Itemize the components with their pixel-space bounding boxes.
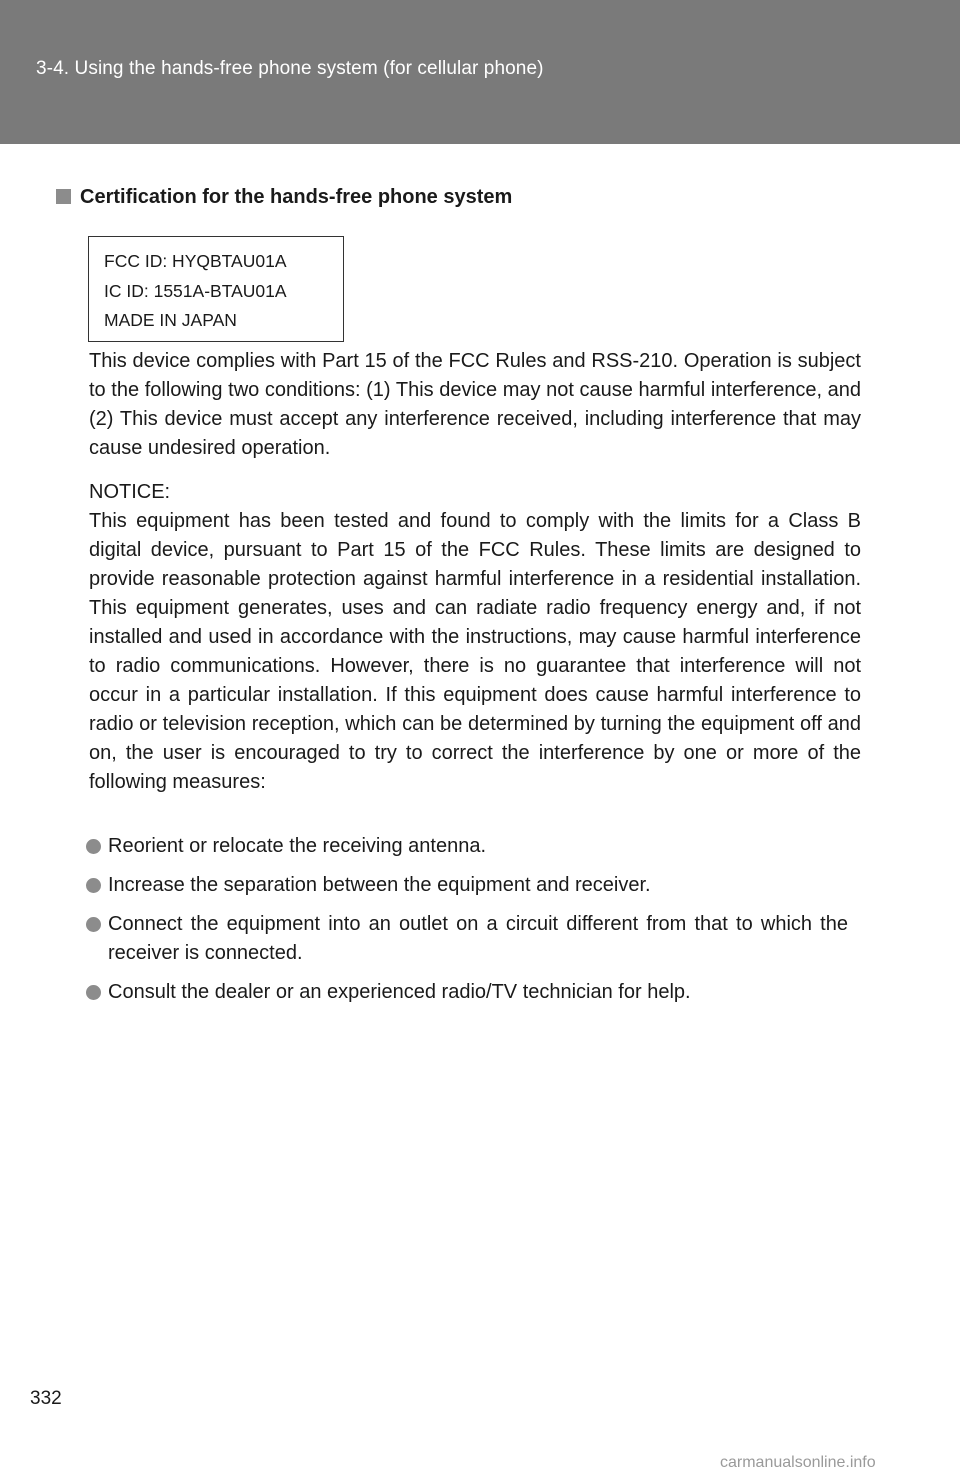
notice-paragraph: This equipment has been tested and found to comply with the limits for a Class B digital device, pursuant to Part 15 of the FCC Rules. These limits are designed to provide reasonable protection against harmful interference in a residential installation. This equipment generates, uses and can radiate radio frequency energy and, if not installed and used in accordance with the instructions, may cause harmful interference to radio communications. However, there is no guarantee that interference will not occur in a particular installation. If this equipment does cause harmful interference to radio or television reception, which can be determined by turning the equipment off and on, the user is encouraged to try to correct the interference by one or more of the following measures: (89, 510, 861, 793)
measure-text: Increase the separation between the equipment and receiver. (108, 874, 651, 896)
list-item (86, 978, 848, 1007)
list-item (86, 832, 848, 861)
compliance-paragraph: This device complies with Part 15 of the FCC Rules and RSS-210. Operation is subject to the following two conditions: (1) This device may not cause harmful interference, and (2) This device must accept any interference received, including interference that may cause undesired operation. (89, 350, 861, 459)
fcc-id-line: FCC ID: HYQBTAU01A (104, 251, 287, 271)
header-band (0, 0, 960, 144)
circle-bullet-icon (86, 878, 101, 893)
page-number: 332 (30, 1388, 62, 1409)
notice-label: NOTICE: (89, 481, 171, 503)
made-in-line: MADE IN JAPAN (104, 310, 237, 330)
list-item (86, 910, 848, 968)
list-item (86, 871, 848, 900)
measures-list (86, 832, 861, 1017)
square-bullet-icon (56, 189, 71, 204)
ic-id-line: IC ID: 1551A-BTAU01A (104, 280, 287, 301)
watermark: carmanualsonline.info (720, 1454, 876, 1471)
circle-bullet-icon (86, 985, 101, 1000)
measure-text: Consult the dealer or an experienced radio/TV technician for help. (108, 981, 691, 1003)
section-heading (56, 186, 512, 209)
section-heading-text: Certification for the hands-free phone system (80, 186, 513, 208)
chapter-title: 3-4. Using the hands-free phone system (for cellular phone) (36, 58, 544, 79)
measure-text: Reorient or relocate the receiving antenna. (108, 835, 487, 857)
circle-bullet-icon (86, 839, 101, 854)
circle-bullet-icon (86, 917, 101, 932)
measure-text: Connect the equipment into an outlet on a circuit different from that to which the receiver is connected. (108, 913, 848, 964)
certification-box (88, 236, 344, 342)
